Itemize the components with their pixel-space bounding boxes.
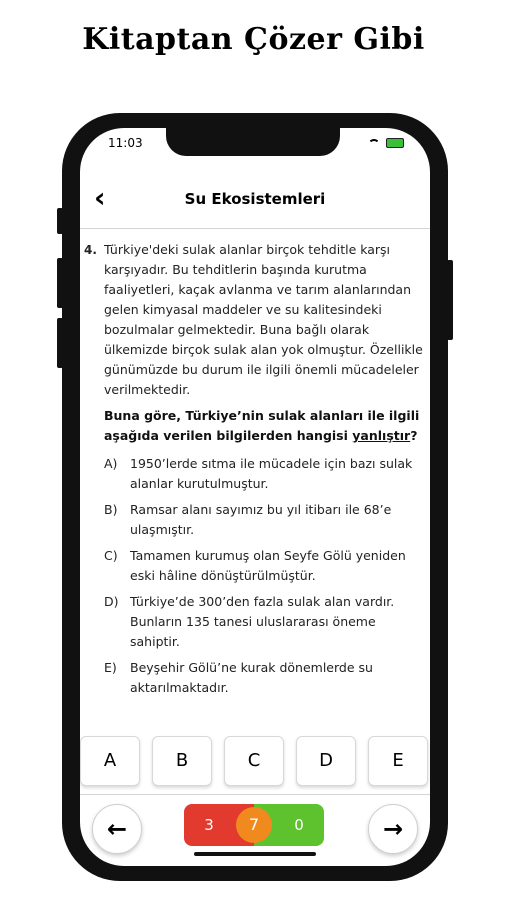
option-d <box>104 592 424 652</box>
phone-silent-switch <box>57 208 63 234</box>
question-text: Türkiye'deki sulak alanlar birçok tehditle karşı karşıyadır. Bu tehditlerin başında kurutma faaliyetleri, kaçak avlanma ve tarım alanlarından gelen kimyasal maddeler ve su kalitesindeki bozulmalar gelmektedir. Buna bağlı olarak ülkemizde birçok sulak alan yok olmuştur. Özellikle günümüzde bu durum ile ilgili önemli mücadeleler verilmektedir. <box>104 242 423 397</box>
answer-d-button[interactable]: D <box>296 736 356 786</box>
answer-b-button[interactable]: B <box>152 736 212 786</box>
question-prompt <box>104 406 424 446</box>
bottom-divider <box>80 794 430 795</box>
prompt-text: Buna göre, Türkiye’nin sulak alanları ile ilgili aşağıda verilen bilgilerden hangisi <box>104 408 420 443</box>
score-indicator <box>184 804 324 846</box>
option-e <box>104 658 424 698</box>
back-icon[interactable]: ‹ <box>94 181 106 214</box>
phone-notch <box>166 128 340 156</box>
promo-title: Kitaptan Çözer Gibi <box>82 22 425 57</box>
answer-buttons <box>80 736 430 788</box>
battery-icon <box>386 138 404 148</box>
next-arrow-icon[interactable]: → <box>368 804 418 854</box>
prompt-underlined-word: yanlıştır <box>352 428 411 443</box>
answer-a-button[interactable]: A <box>80 736 140 786</box>
prev-arrow-icon[interactable]: ← <box>92 804 142 854</box>
option-letter: E) <box>104 660 117 675</box>
option-letter: D) <box>104 594 119 609</box>
option-text: Beyşehir Gölü’ne kurak dönemlerde su aktarılmaktadır. <box>130 660 373 695</box>
answer-e-button[interactable]: E <box>368 736 428 786</box>
wrong-count: 3 <box>204 816 214 834</box>
page-title: Su Ekosistemleri <box>184 190 326 208</box>
option-text: 1950’lerde sıtma ile mücadele için bazı sulak alanlar kurutulmuştur. <box>130 456 413 491</box>
question-block <box>84 240 424 704</box>
status-time: 11:03 <box>108 136 143 150</box>
correct-count: 0 <box>294 816 304 834</box>
option-letter: B) <box>104 502 118 517</box>
prompt-end: ? <box>410 428 418 443</box>
option-b <box>104 500 424 540</box>
option-text: Ramsar alanı sayımız bu yıl itibarı ile 68’e ulaşmıştır. <box>130 502 392 537</box>
option-a <box>104 454 424 494</box>
phone-volume-down <box>57 318 63 368</box>
wifi-icon <box>368 139 380 148</box>
phone-volume-up <box>57 258 63 308</box>
option-text: Tamamen kurumuş olan Seyfe Gölü yeniden eski hâline dönüştürülmüştür. <box>130 548 406 583</box>
answer-c-button[interactable]: C <box>224 736 284 786</box>
option-letter: A) <box>104 456 118 471</box>
option-letter: C) <box>104 548 118 563</box>
option-text: Türkiye’de 300’den fazla sulak alan vardır. Bunların 135 tanesi uluslararası öneme sahiptir. <box>130 594 395 649</box>
phone-screen <box>80 128 430 866</box>
phone-power-button <box>447 260 453 340</box>
question-number: 4. <box>84 243 97 257</box>
remaining-count: 7 <box>236 807 272 843</box>
home-indicator <box>194 852 316 856</box>
options-list <box>104 454 424 698</box>
status-icons <box>368 138 404 148</box>
option-c <box>104 546 424 586</box>
app-header <box>80 172 430 229</box>
